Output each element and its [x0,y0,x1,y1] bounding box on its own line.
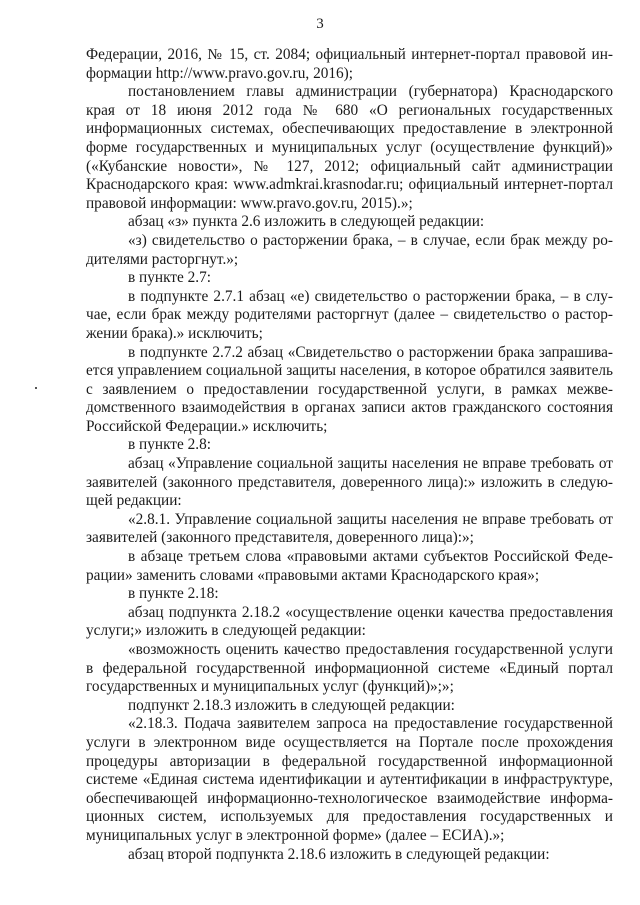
paragraph-11: в абзаце третьем слова «правовыми актами субъектов Российской Федерации» заменить словами «правовыми актами Краснодарского края»; [86,548,613,584]
paragraph-8: в пункте 2.8: [128,436,211,454]
document-body [86,46,613,864]
paragraph-5: в пункте 2.7: [128,269,211,287]
paragraph-9: абзац «Управление социальной защиты населения не вправе требовать от заявителей (законного представителя, доверенного лица):» изложить в следующей редакции: [86,455,613,510]
paragraph-3: абзац «з» пункта 2.6 изложить в следующей редакции: [128,213,485,231]
paragraph-4: «з) свидетельство о расторжении брака, – в случае, если брак между родителями расторгнут.»; [86,231,613,268]
paragraph-14: «возможность оценить качество предоставления государственной услуги в федеральной государственной информационной системе «Единый портал государственных и муниципальных услуг (функций)»;»; [86,641,613,696]
paragraph-10: «2.8.1. Управление социальной защиты населения не вправе требовать от заявителей (законного представителя, доверенного лица):»; [86,510,613,547]
paragraph-17: абзац второй подпункта 2.18.6 изложить в следующей редакции: [128,845,550,863]
paragraph-2: постановлением главы администрации (губернатора) Краснодарского края от 18 июня 2012 года № 680 «О региональных государственных информационных системах, обеспечивающих предоставление в электронной форме государственных и муниципальных услуг (осуществление функций)» («Кубанские новости», № 127, 2012; официальный сайт администрации Краснодарского края: www.admkrai.krasnodar.ru; официальный интернет-портал правовой информации: www.pravo.gov.ru, 2015).»; [86,83,613,212]
paragraph-7: в подпункте 2.7.2 абзац «Свидетельство о расторжении брака запрашивается управлением социальной защиты населения, в которое обратился заявитель с заявлением о предоставлении государственной услуги, в рамках межведомственного взаимодействия в органах записи актов гражданского состояния Российской Федерации.» исключить; [86,343,613,435]
paragraph-16: «2.18.3. Подача заявителем запроса на предоставление государственной услуги в электронном виде осуществляется на Портале после прохождения процедуры авторизации в федеральной государственной информационной системе «Единая система идентификации и аутентификации в инфраструктуре, обеспечивающей информационно-технологическое взаимодействие информационных систем, используемых для предоставления государственных и муниципальных услуг в электронной форме» (далее – ЕСИА).»; [86,715,613,844]
page-number: 3 [316,16,324,32]
paragraph-15: подпункт 2.18.3 изложить в следующей редакции: [128,696,455,714]
paragraph-1: Федерации, 2016, № 15, ст. 2084; официальный интернет-портал правовой информации http://www.pravo.gov.ru, 2016); [86,46,613,82]
paragraph-13: абзац подпункта 2.18.2 «осуществление оценки качества предоставления услуги;» изложить в следующей редакции: [86,603,613,640]
paragraph-6: в подпункте 2.7.1 абзац «е) свидетельство о расторжении брака, – в случае, если брак между родителями расторгнут (далее – свидетельство о расторжении брака).» исключить; [86,287,613,342]
scan-artifact-dot [35,387,37,389]
paragraph-12: в пункте 2.18: [128,585,219,603]
